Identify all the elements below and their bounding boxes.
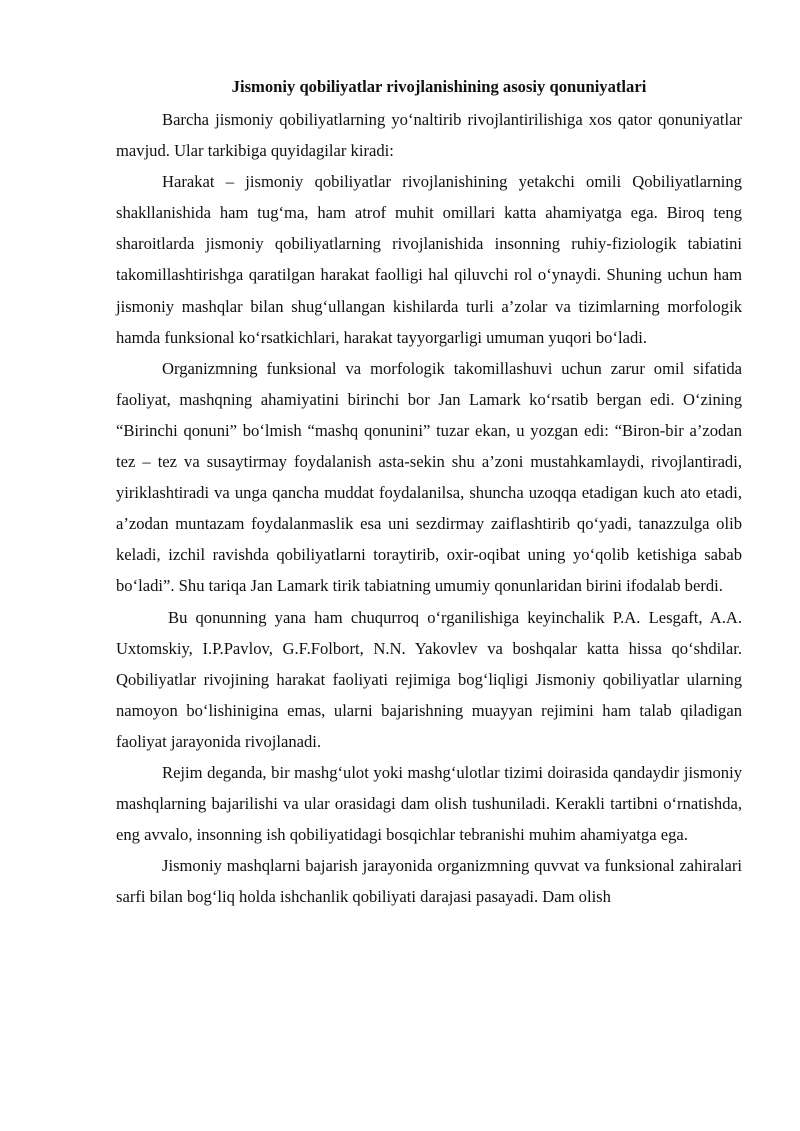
paragraph-lamarck: Organizmning funksional va morfologik takomillashuvi uchun zarur omil sifatida faoliyat, mashqning ahamiyatini birinchi bor Jan Lamark ko‘rsatib bergan edi. O‘zining “Birinchi qonuni” bo‘lmish “mashq qonunini” tuzar ekan, u yozgan edi: “Biron-bir a’zodan tez – tez va susaytirmay foydalanish asta-sekin shu a’zoni mustahkamlaydi, rivojlantiradi, yiriklashtiradi va unga qancha muddat foydalanilsa, shuncha uzoqqa etadigan kuch ato etadi, a’zodan muntazam foydalanmaslik esa uni sezdirmay zaiflashtirib qo‘yadi, tanazzulga olib keladi, izchil ravishda qobiliyatlarni toraytirib, oxir-oqibat uning yo‘qolib ketishiga sabab bo‘ladi”. Shu tariqa Jan Lamark tirik tabiatning umumiy qonunlaridan birini ifodalab berdi.	[116, 358, 742, 596]
paragraph-intro: Barcha jismoniy qobiliyatlarning yo‘naltirib rivojlantirilishiga xos qator qonuniyatlar mavjud. Ular tarkibiga quyidagilar kiradi:	[116, 110, 742, 161]
paragraph-regime: Rejim deganda, bir mashg‘ulot yoki mashg‘ulotlar tizimi doirasida qandaydir jismoniy mashqlarning bajarilishi va ular orasidagi dam olish tushuniladi. Kerakli tartibni o‘rnatishda, eng avvalo, insonning ish qobiliyatidagi bosqichlar tebranishi muhim ahamiyatga ega.	[116, 762, 742, 845]
paragraph-movement: Harakat – jismoniy qobiliyatlar rivojlanishining yetakchi omili Qobiliyatlarning shakllanishida ham tug‘ma, ham atrof muhit omillari katta ahamiyatga ega. Biroq teng sharoitlarda jismoniy qobiliyatlarning rivojlanishida insonning ruhiy-fiziologik tabiatini takomillashtirishga qaratilgan harakat faolligi hal qiluvchi rol o‘ynaydi. Shuning uchun ham jismoniy mashqlar bilan shug‘ullangan kishilarda turli a’zolar va tizimlarning morfologik hamda funksional ko‘rsatkichlari, harakat tayyorgarligi umuman yuqori bo‘ladi.	[116, 172, 742, 347]
document-page	[116, 74, 742, 912]
document-title: Jismoniy qobiliyatlar rivojlanishining asosiy qonuniyatlari	[231, 77, 647, 96]
paragraph-exercise-fatigue: Jismoniy mashqlarni bajarish jarayonida organizmning quvvat va funksional zahiralari sarfi bilan bog‘liq holda ishchanlik qobiliyati darajasi pasayadi. Dam olish	[116, 856, 742, 907]
paragraph-researchers: Bu qonunning yana ham chuqurroq o‘rganilishiga keyinchalik P.A. Lesgaft, A.A. Uxtomskiy, I.P.Pavlov, G.F.Folbort, N.N. Yakovlev va boshqalar katta hissa qo‘shdilar. Qobiliyatlar rivojining harakat faoliyati rejimiga bog‘liqligi Jismoniy qobiliyatlar ularning namoyon bo‘lishinigina emas, ularni bajarishning muayyan rejimini ham talab qiladigan faoliyat jarayonida rivojlanadi.	[116, 607, 742, 751]
